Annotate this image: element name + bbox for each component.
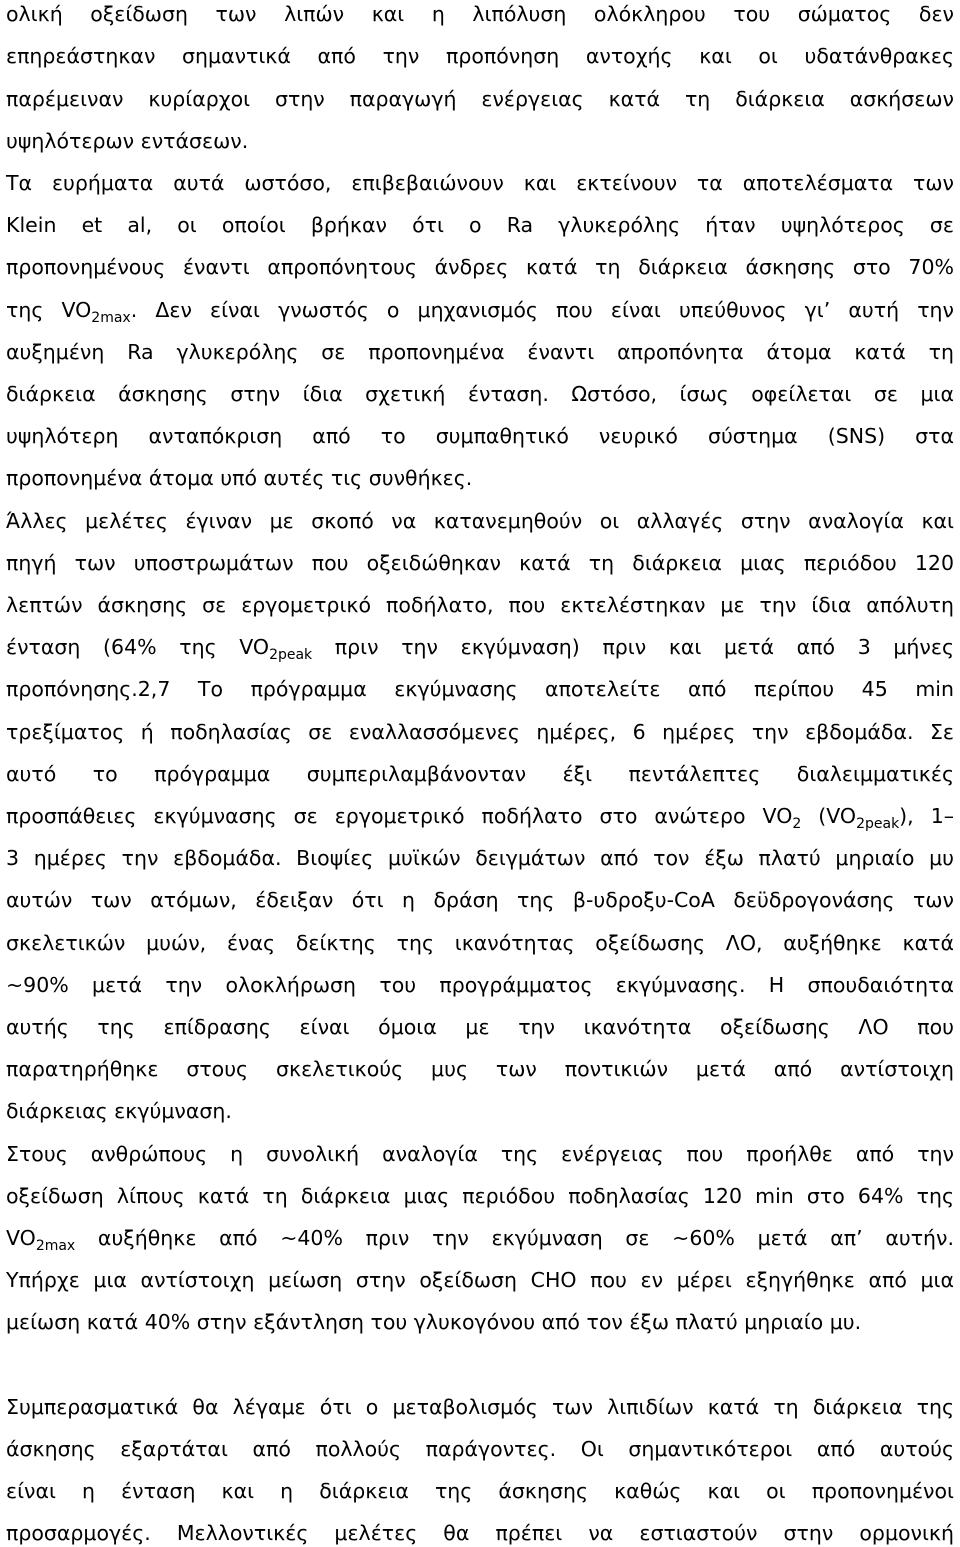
text-line: υψηλότερων εντάσεων. bbox=[6, 129, 249, 153]
text-line: πηγή των υποστρωμάτων που οξειδώθηκαν κατά τη διάρκεια μιας περιόδου 120 bbox=[6, 551, 954, 575]
text-line: αυτών των ατόμων, έδειξαν ότι η δράση της β-υδροξυ-CoA δεϋδρογονάσης των bbox=[6, 888, 954, 912]
text-line: αυτό το πρόγραμμα συμπεριλαμβάνονταν έξι πεντάλεπτες διαλειμματικές bbox=[6, 762, 954, 786]
text-line-with-subscript bbox=[6, 296, 954, 324]
text-line: προπονημένους έναντι απροπόνητους άνδρες κατά τη διάρκεια άσκησης στο 70% bbox=[6, 255, 954, 279]
text-line: αυτής της επίδρασης είναι όμοια με την ικανότητα οξείδωσης ΛΟ που bbox=[6, 1015, 954, 1039]
subscript: 2max bbox=[35, 1238, 76, 1254]
text-line: Klein et al, οι οποίοι βρήκαν ότι ο Ra γλυκερόλης ήταν υψηλότερος σε bbox=[6, 213, 954, 237]
text-line: Τα ευρήματα αυτά ωστόσο, επιβεβαιώνουν και εκτείνουν τα αποτελέσματα των bbox=[6, 171, 954, 195]
text-line-with-subscript bbox=[6, 802, 954, 830]
text-segment: VO bbox=[6, 1226, 36, 1250]
text-line: ~90% μετά την ολοκλήρωση του προγράμματος εκγύμνασης. Η σπουδαιότητα bbox=[6, 973, 954, 997]
text-segment: προσπάθειες εκγύμνασης σε εργομετρικό ποδήλατο στο ανώτερο VO bbox=[6, 804, 793, 828]
text-segment: . Δεν είναι γνωστός ο μηχανισμός που είναι υπεύθυνος γι’ αυτή την bbox=[130, 298, 954, 322]
text-segment: ένταση (64% της VO bbox=[6, 635, 270, 659]
subscript: 2max bbox=[91, 310, 131, 326]
text-line: Άλλες μελέτες έγιναν με σκοπό να κατανεμηθούν οι αλλαγές στην αναλογία και bbox=[6, 509, 954, 533]
text-line: 3 ημέρες την εβδομάδα. Βιοψίες μυϊκών δειγμάτων από τον έξω πλατύ μηριαίο μυ bbox=[6, 846, 954, 870]
text-line: διάρκειας εκγύμναση. bbox=[6, 1099, 232, 1123]
text-line: παρατηρήθηκε στους σκελετικούς μυς των ποντικιών μετά από αντίστοιχη bbox=[6, 1057, 954, 1081]
text-line: Υπήρχε μια αντίστοιχη μείωση στην οξείδωση CHO που εν μέρει εξηγήθηκε από μια bbox=[6, 1268, 954, 1292]
text-line: υψηλότερη ανταπόκριση από το συμπαθητικό νευρικό σύστημα (SNS) στα bbox=[6, 424, 954, 448]
text-line: Συμπερασματικά θα λέγαμε ότι ο μεταβολισμός των λιπιδίων κατά τη διάρκεια της bbox=[6, 1395, 954, 1419]
text-segment: της VO bbox=[6, 298, 92, 322]
text-line: οξείδωση λίπους κατά τη διάρκεια μιας περιόδου ποδηλασίας 120 min στο 64% της bbox=[6, 1184, 954, 1208]
subscript: 2peak bbox=[269, 647, 313, 663]
text-line: μείωση κατά 40% στην εξάντληση του γλυκογόνου από τον έξω πλατύ μηριαίο μυ. bbox=[6, 1310, 862, 1334]
text-line: τρεξίματος ή ποδηλασίας σε εναλλασσόμενες ημέρες, 6 ημέρες την εβδομάδα. Σε bbox=[6, 720, 954, 744]
text-line: προπονημένα άτομα υπό αυτές τις συνθήκες. bbox=[6, 466, 473, 490]
text-line: προσαρμογές. Μελλοντικές μελέτες θα πρέπει να εστιαστούν στην ορμονική bbox=[6, 1521, 954, 1545]
text-line: Στους ανθρώπους η συνολική αναλογία της ενέργειας που προήλθε από την bbox=[6, 1142, 954, 1166]
text-segment: αυξήθηκε από ~40% πριν την εκγύμναση σε ~60% μετά απ’ αυτήν. bbox=[75, 1226, 954, 1250]
text-line: διάρκεια άσκησης στην ίδια σχετική ένταση. Ωστόσο, ίσως οφείλεται σε μια bbox=[6, 382, 954, 406]
text-line: αυξημένη Ra γλυκερόλης σε προπονημένα έναντι απροπόνητα άτομα κατά τη bbox=[6, 340, 954, 364]
text-line: άσκησης εξαρτάται από πολλούς παράγοντες. Οι σημαντικότεροι από αυτούς bbox=[6, 1437, 954, 1461]
text-line: επηρεάστηκαν σημαντικά από την προπόνηση αντοχής και οι υδατάνθρακες bbox=[6, 44, 954, 68]
text-line-with-subscript bbox=[6, 1224, 954, 1252]
text-line: είναι η ένταση και η διάρκεια της άσκησης καθώς και οι προπονημένοι bbox=[6, 1479, 954, 1503]
text-line: ολική οξείδωση των λιπών και η λιπόλυση ολόκληρου του σώματος δεν bbox=[6, 2, 954, 26]
text-segment: πριν την εκγύμναση) πριν και μετά από 3 μήνες bbox=[312, 635, 954, 659]
text-line: παρέμειναν κυρίαρχοι στην παραγωγή ενέργειας κατά τη διάρκεια ασκήσεων bbox=[6, 87, 954, 111]
text-segment: (VO bbox=[801, 804, 857, 828]
text-segment: ), 1– bbox=[899, 804, 954, 828]
subscript: 2 bbox=[792, 816, 802, 832]
subscript: 2peak bbox=[856, 816, 900, 832]
text-line-with-subscript bbox=[6, 633, 954, 661]
text-line: λεπτών άσκησης σε εργομετρικό ποδήλατο, που εκτελέστηκαν με την ίδια απόλυτη bbox=[6, 593, 954, 617]
text-line: σκελετικών μυών, ένας δείκτης της ικανότητας οξείδωσης ΛΟ, αυξήθηκε κατά bbox=[6, 931, 954, 955]
text-line: προπόνησης.2,7 Το πρόγραμμα εκγύμνασης αποτελείτε από περίπου 45 min bbox=[6, 677, 954, 701]
